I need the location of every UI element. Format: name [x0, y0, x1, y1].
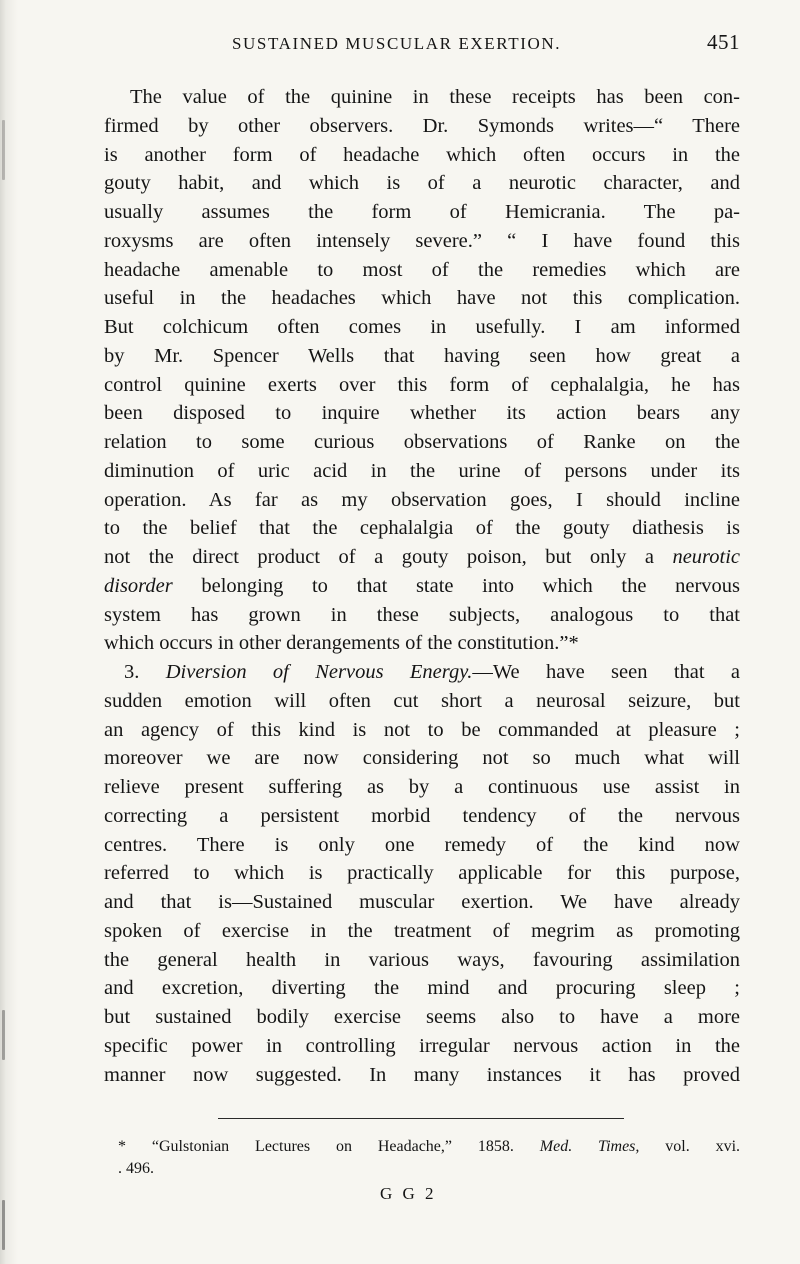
text-line: diminution of uric acid in the urine of persons under its [104, 459, 740, 482]
footnote-divider [218, 1118, 624, 1119]
italic-phrase: neurotic [672, 546, 740, 568]
text-line: but sustained bodily exercise seems also to have a more [104, 1006, 740, 1028]
footnote-line [118, 1136, 740, 1158]
footnote-line: . 496. [118, 1160, 154, 1177]
text-line: specific power in controlling irregular nervous action in the [104, 1034, 740, 1057]
section-number: 3. [124, 661, 140, 683]
text-line: sudden emotion will often cut short a neurosal seizure, but [104, 689, 740, 712]
section-heading-line [104, 658, 740, 687]
text-line: centres. There is only one remedy of the kind now [104, 833, 740, 856]
text-line: by Mr. Spencer Wells that having seen how great a [104, 344, 740, 367]
text-line: control quinine exerts over this form of cephalalgia, he has [104, 373, 740, 396]
text-fragment: not the direct product of a gouty poison, but only a [104, 546, 654, 568]
text-line: referred to which is practically applicable for this purpose, [104, 862, 740, 885]
signature-mark: G G 2 [380, 1184, 437, 1203]
text-fragment: —We have seen that a [472, 661, 740, 683]
text-line: to the belief that the cephalalgia of the gouty diathesis is [104, 517, 740, 540]
text-line: manner now suggested. In many instances it has proved [104, 1063, 740, 1086]
text-line: relieve present suffering as by a continuous use assist in [104, 776, 740, 798]
text-line: The value of the quinine in these receipts has been con- [130, 86, 740, 108]
page-header [104, 30, 740, 60]
text-line: operation. As far as my observation goes, I should incline [104, 488, 740, 511]
body-text [104, 83, 740, 1089]
text-line [104, 572, 740, 601]
text-line: and excretion, diverting the mind and procuring sleep ; [104, 977, 740, 1000]
text-line: is another form of headache which often occurs in the [104, 143, 740, 166]
binding-edge-mark [2, 1200, 5, 1250]
text-line: moreover we are now considering not so much what will [104, 747, 740, 770]
section-title: Diversion of Nervous Energy. [165, 661, 473, 683]
italic-phrase: disorder [104, 574, 173, 597]
text-line: gouty habit, and which is of a neurotic character, and [104, 172, 740, 195]
page-number: 451 [707, 30, 740, 54]
text-line: But colchicum often comes in usefully. I am informed [104, 316, 740, 338]
text-line: system has grown in these subjects, analogous to that [104, 603, 740, 626]
text-line: usually assumes the form of Hemicrania. The pa- [104, 201, 740, 223]
text-line: correcting a persistent morbid tendency of the nervous [104, 804, 740, 827]
text-line: the general health in various ways, favouring assimilation [104, 948, 740, 971]
text-line: an agency of this kind is not to be commanded at pleasure ; [104, 718, 740, 741]
footnote [118, 1136, 740, 1180]
text-line: and that is—Sustained muscular exertion. We have already [104, 891, 740, 913]
footnote-citation: * “Gulstonian Lectures on Headache,” 1858. [118, 1138, 514, 1155]
footnote-journal: Med. Times, [539, 1138, 640, 1155]
text-line [104, 543, 740, 572]
text-line: spoken of exercise in the treatment of megrim as promoting [104, 919, 740, 942]
binding-edge-mark [2, 1010, 5, 1060]
binding-edge-mark [2, 120, 5, 180]
text-line: which occurs in other derangements of the constitution.”* [104, 632, 579, 655]
footnote-volume: vol. xvi. [665, 1138, 741, 1155]
text-line: firmed by other observers. Dr. Symonds writes—“ There [104, 114, 740, 137]
text-line: roxysms are often intensely severe.” “ I have found this [104, 229, 740, 252]
text-fragment: belonging to that state into which the nervous [201, 574, 740, 597]
text-line: useful in the headaches which have not this complication. [104, 287, 740, 310]
running-head: SUSTAINED MUSCULAR EXERTION. [232, 34, 562, 53]
text-line: been disposed to inquire whether its action bears any [104, 402, 740, 425]
text-line: headache amenable to most of the remedies which are [104, 258, 740, 281]
text-line: relation to some curious observations of Ranke on the [104, 431, 740, 453]
